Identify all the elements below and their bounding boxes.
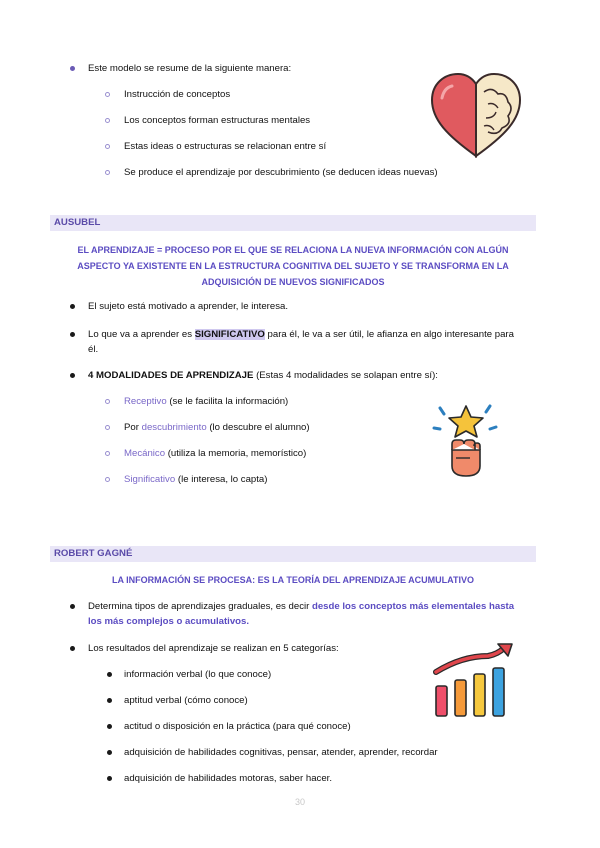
growth-chart-icon xyxy=(432,642,518,718)
bullet xyxy=(70,332,75,337)
modality-term: descubrimiento xyxy=(141,422,207,433)
intro-item: Instrucción de conceptos xyxy=(124,89,231,100)
bullet xyxy=(107,750,112,755)
bullet xyxy=(107,672,112,677)
bullet xyxy=(70,66,75,71)
modality-term: Significativo xyxy=(124,474,176,485)
text-part: (lo descubre el alumno) xyxy=(206,422,310,433)
section-title: AUSUBEL xyxy=(54,217,101,228)
text-part: (le interesa, lo capta) xyxy=(175,474,268,485)
gagne-bullet xyxy=(88,600,514,613)
sub-bullet xyxy=(105,399,110,404)
highlight-term: SIGNIFICATIVO xyxy=(194,329,265,340)
section-title: ROBERT GAGNÉ xyxy=(54,548,133,559)
bullet xyxy=(70,373,75,378)
gagne-bullet: Los resultados del aprendizaje se realizan en 5 categorías: xyxy=(88,643,339,654)
bullet xyxy=(107,698,112,703)
sub-bullet xyxy=(105,118,110,123)
bullet xyxy=(70,604,75,609)
category-item: información verbal (lo que conoce) xyxy=(124,669,272,680)
ausubel-bullet: El sujeto está motivado a aprender, le interesa. xyxy=(88,301,288,312)
modality-item xyxy=(124,473,267,486)
modality-item xyxy=(124,395,288,408)
modality-term: Mecánico xyxy=(124,448,166,459)
modality-item xyxy=(124,421,310,434)
text-part: Por xyxy=(124,422,142,433)
text-part: (se le facilita la información) xyxy=(166,396,289,407)
text-part: para él, le va a ser útil, le afianza en algo interesante para xyxy=(264,329,514,340)
heart-brain-icon xyxy=(428,72,524,158)
intro-item: Se produce el aprendizaje por descubrimiento (se deducen ideas nuevas) xyxy=(124,167,438,178)
bullet xyxy=(70,304,75,309)
headline-line: ASPECTO YA EXISTENTE EN LA ESTRUCTURA COGNITIVA DEL SUJETO Y SE TRANSFORMA EN LA xyxy=(77,261,509,271)
intro-item: Estas ideas o estructuras se relacionan entre sí xyxy=(124,141,327,152)
headline-line: EL APRENDIZAJE = PROCESO POR EL QUE SE RELACIONA LA NUEVA INFORMACIÓN CON ALGÚN xyxy=(77,245,509,255)
gagne-bullet-cont: los más complejos o acumulativos. xyxy=(88,616,250,627)
sub-bullet xyxy=(105,92,110,97)
sub-bullet xyxy=(105,425,110,430)
modality-item xyxy=(124,447,306,460)
ausubel-bullet xyxy=(88,369,438,382)
text-part: Determina tipos de aprendizajes graduales, es decir xyxy=(88,601,312,612)
sub-bullet xyxy=(105,477,110,482)
section-band xyxy=(50,215,536,231)
bullet xyxy=(107,776,112,781)
ausubel-bullet-cont: él. xyxy=(88,344,99,355)
emph-text: desde los conceptos más elementales hasta xyxy=(311,601,515,612)
sub-bullet xyxy=(105,451,110,456)
sub-bullet xyxy=(105,170,110,175)
bullet xyxy=(107,724,112,729)
ausubel-bullet xyxy=(88,328,514,341)
category-item: actitud o disposición en la práctica (para qué conoce) xyxy=(124,721,351,732)
page-number: 30 xyxy=(294,797,305,807)
category-item: adquisición de habilidades motoras, saber hacer. xyxy=(124,773,332,784)
text-part: (Estas 4 modalidades se solapan entre sí): xyxy=(253,370,438,381)
bullet xyxy=(70,646,75,651)
headline-line: LA INFORMACIÓN SE PROCESA: ES LA TEORÍA DEL APRENDIZAJE ACUMULATIVO xyxy=(111,575,474,585)
sub-bullet xyxy=(105,144,110,149)
star-fist-icon xyxy=(430,402,502,480)
headline-line: ADQUISICIÓN DE NUEVOS SIGNIFICADOS xyxy=(201,277,385,287)
intro-lead: Este modelo se resume de la siguiente manera: xyxy=(88,63,292,74)
bold-term: 4 MODALIDADES DE APRENDIZAJE xyxy=(88,370,254,381)
category-item: adquisición de habilidades cognitivas, pensar, atender, aprender, recordar xyxy=(124,747,438,758)
intro-item: Los conceptos forman estructuras mentales xyxy=(124,115,311,126)
modality-term: Receptivo xyxy=(124,396,167,407)
category-item: aptitud verbal (cómo conoce) xyxy=(124,695,248,706)
text-part: (utiliza la memoria, memorístico) xyxy=(165,448,307,459)
text-part: Lo que va a aprender es xyxy=(88,329,195,340)
